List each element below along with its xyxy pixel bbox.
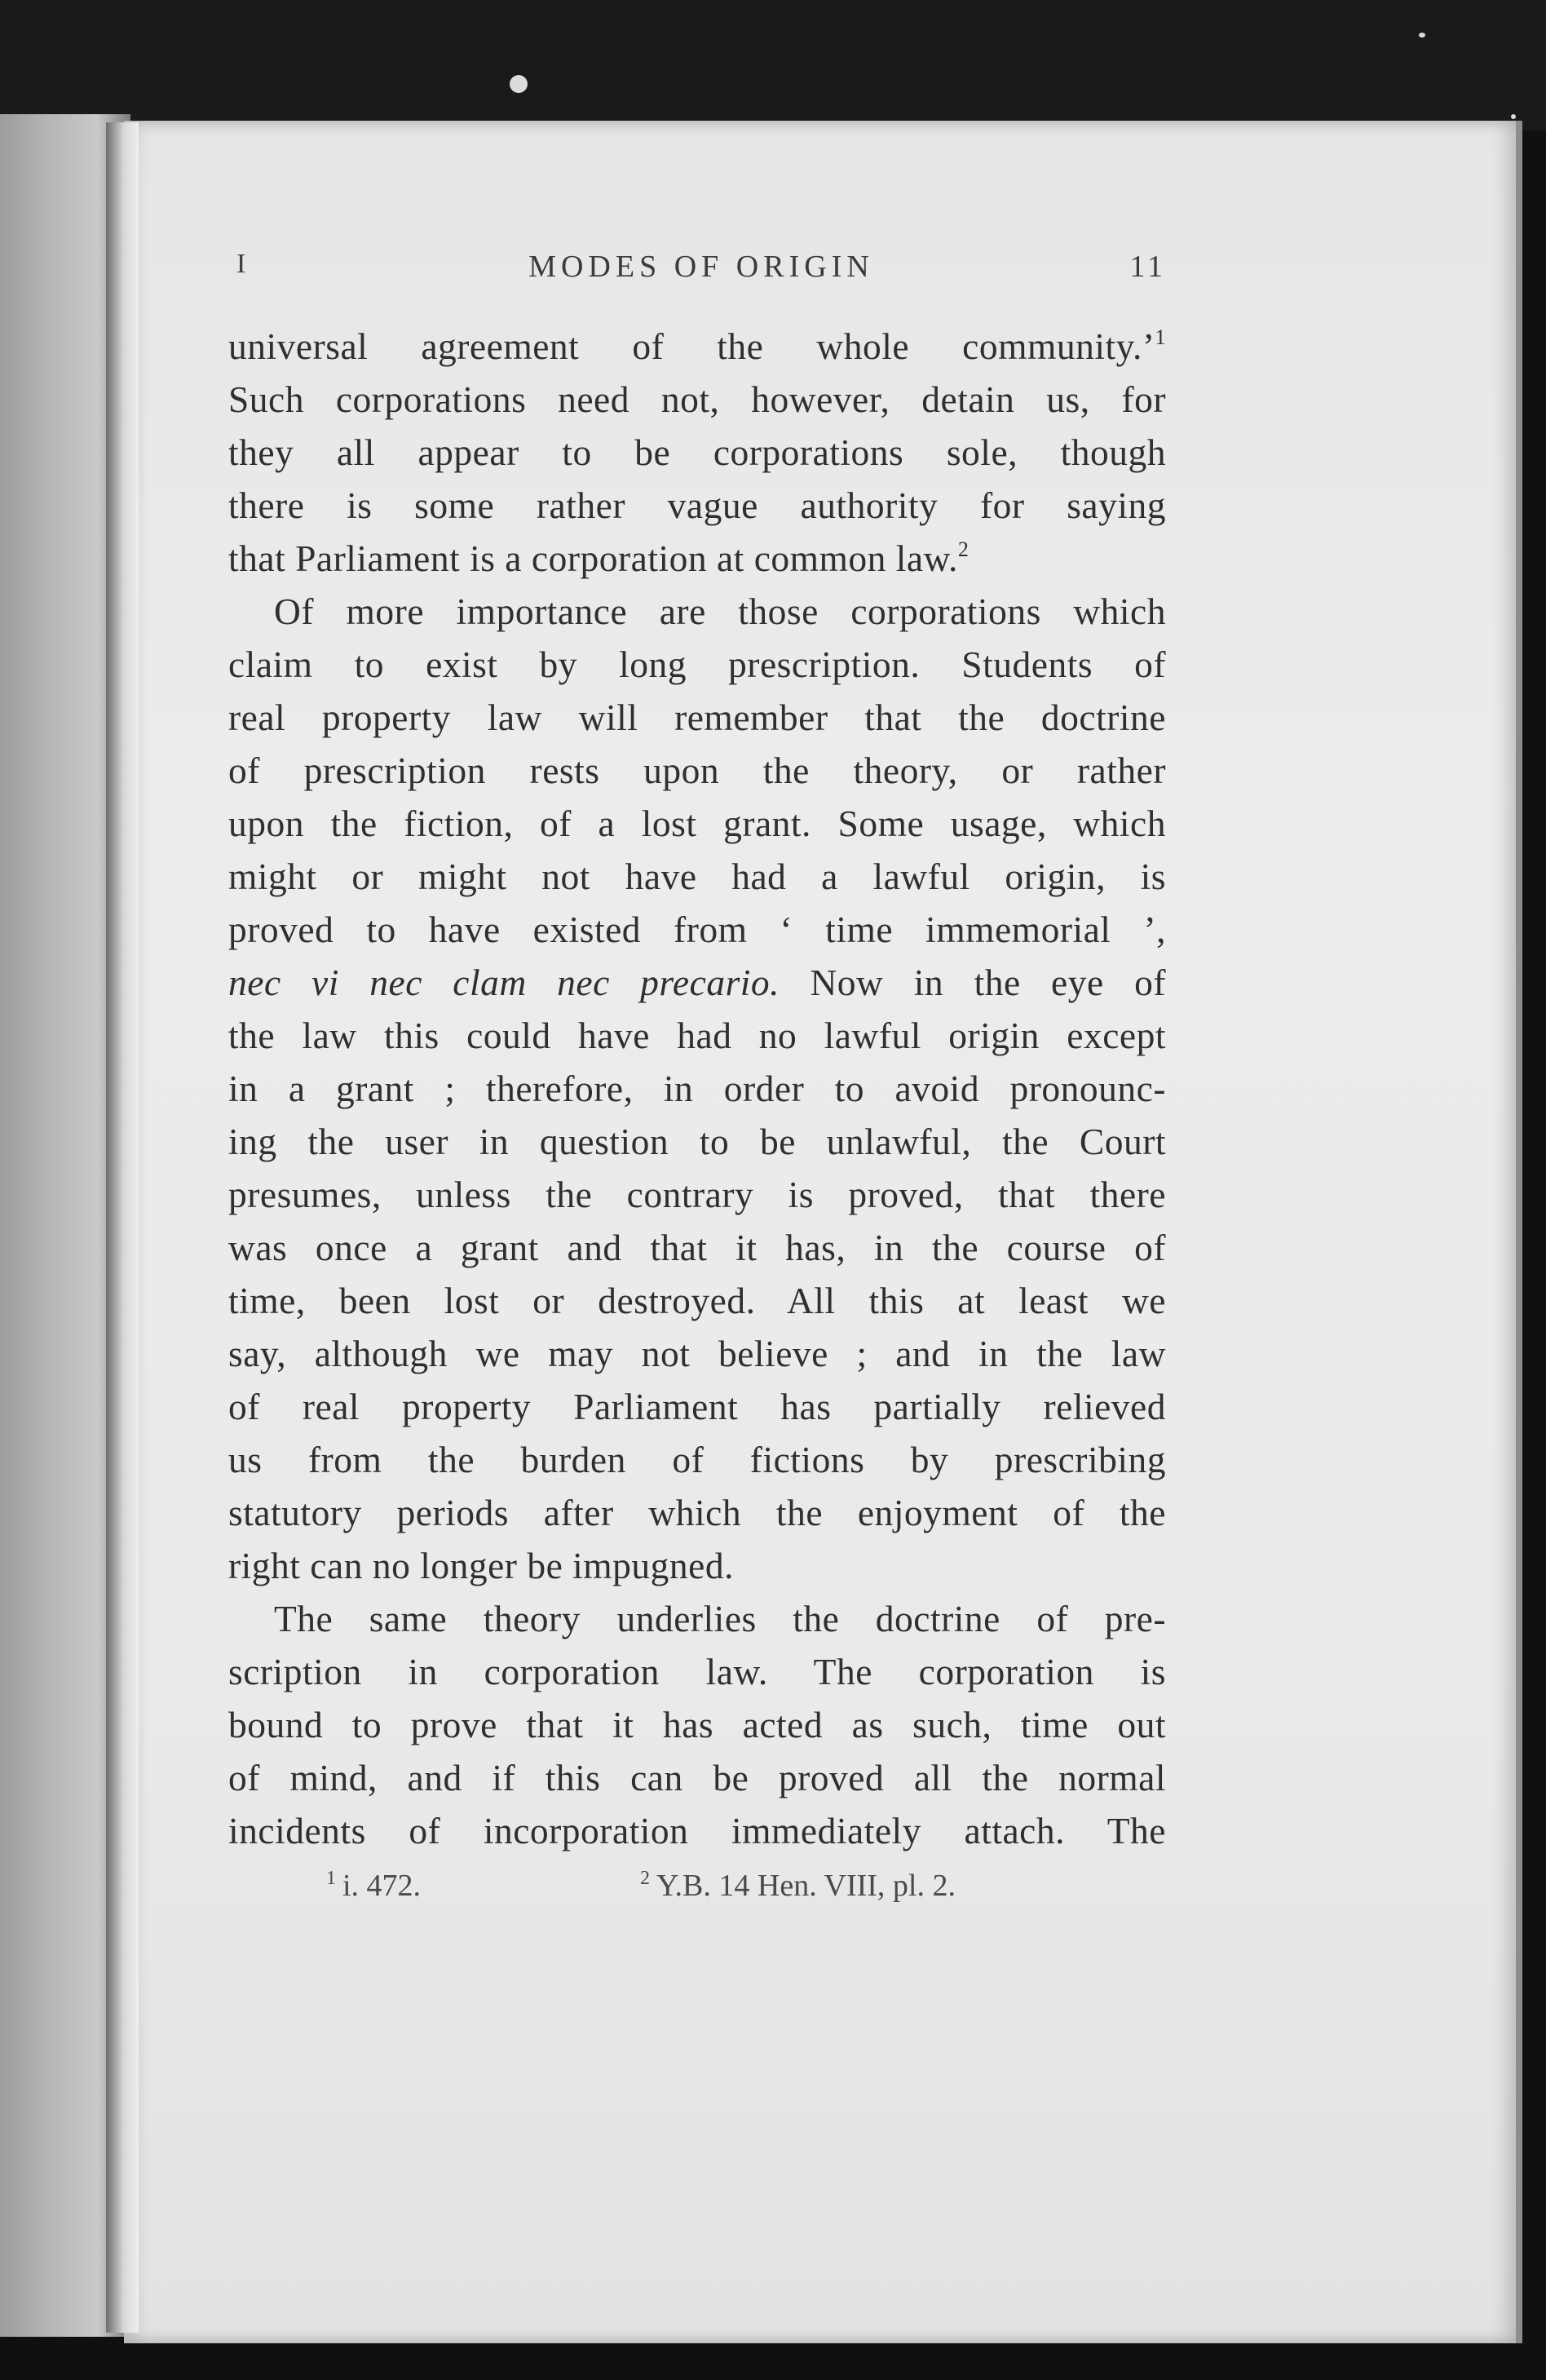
text-line — [228, 956, 1166, 1009]
line-text: scription in corporation law. The corporation is — [228, 1651, 1166, 1692]
text-line — [228, 797, 1166, 850]
running-title: MODES OF ORIGIN — [528, 250, 874, 284]
text-line — [228, 1539, 1166, 1592]
footnote-2-text: Y.B. 14 Hen. VIII, pl. 2. — [656, 1869, 956, 1903]
line-text: the law this could have had no lawful origin except — [228, 1015, 1166, 1056]
page-right-edge — [1516, 121, 1522, 2343]
footnote-1 — [326, 1868, 421, 1904]
text-line — [228, 585, 1166, 638]
line-text: Such corporations need not, however, detain us, for — [228, 378, 1166, 420]
text-line — [228, 320, 1166, 373]
line-text: of real property Parliament has partially relieved — [228, 1386, 1166, 1427]
text-line — [228, 1433, 1166, 1486]
line-text: that Parliament is a corporation at common law. — [228, 537, 958, 579]
text-line — [228, 1327, 1166, 1380]
footnote-reference: 2 — [957, 537, 970, 561]
text-line — [228, 1009, 1166, 1062]
text-line — [228, 1804, 1166, 1857]
line-text: proved to have existed from ‘ time immemorial ’, — [228, 909, 1166, 950]
dust-speck — [510, 75, 528, 93]
line-text: incidents of incorporation immediately attach. The — [228, 1810, 1166, 1851]
chapter-number: I — [236, 249, 246, 279]
line-text: time, been lost or destroyed. All this at least we — [228, 1280, 1166, 1321]
line-text: ing the user in question to be unlawful, the Court — [228, 1121, 1166, 1162]
text-line — [228, 638, 1166, 691]
line-text: of mind, and if this can be proved all the normal — [228, 1757, 1166, 1798]
dust-speck — [1419, 33, 1425, 38]
line-text: bound to prove that it has acted as such, time out — [228, 1704, 1166, 1745]
scanner-background — [0, 0, 1546, 131]
body-text — [228, 320, 1166, 1857]
text-line — [228, 1221, 1166, 1274]
text-line — [228, 1751, 1166, 1804]
line-text: statutory periods after which the enjoyment of the — [228, 1492, 1166, 1533]
running-head — [236, 249, 1166, 298]
text-line — [228, 850, 1166, 903]
line-text: right can no longer be impugned. — [228, 1545, 734, 1586]
italic-phrase: nec vi nec clam nec precario. — [228, 962, 780, 1003]
footnote-2 — [640, 1868, 956, 1904]
text-line — [228, 479, 1166, 532]
line-text: say, although we may not believe ; and in the law — [228, 1333, 1166, 1374]
text-line — [228, 1115, 1166, 1168]
book-gutter — [106, 122, 139, 2333]
dust-speck — [1511, 114, 1516, 119]
text-line — [228, 1698, 1166, 1751]
line-text: there is some rather vague authority for saying — [228, 484, 1166, 526]
line-text: in a grant ; therefore, in order to avoid pronounc- — [228, 1068, 1166, 1109]
text-line — [228, 1168, 1166, 1221]
line-text: The same theory underlies the doctrine of pre- — [274, 1598, 1166, 1639]
line-text: presumes, unless the contrary is proved, that there — [228, 1174, 1166, 1215]
text-line — [228, 1486, 1166, 1539]
line-text: upon the fiction, of a lost grant. Some usage, which — [228, 803, 1166, 844]
line-text: was once a grant and that it has, in the course of — [228, 1227, 1166, 1268]
text-line — [228, 691, 1166, 744]
text-line — [228, 1380, 1166, 1433]
text-line — [228, 1592, 1166, 1645]
text-line — [228, 1645, 1166, 1698]
footnote-1-mark: 1 — [326, 1868, 336, 1889]
text-line — [228, 744, 1166, 797]
line-text: universal agreement of the whole community.’ — [228, 325, 1155, 367]
page-number: 11 — [1129, 250, 1166, 284]
text-line — [228, 1062, 1166, 1115]
line-text: might or might not have had a lawful origin, is — [228, 856, 1166, 897]
footnote-reference: 1 — [1155, 325, 1166, 349]
text-line — [228, 903, 1166, 956]
footnote-2-mark: 2 — [640, 1868, 650, 1889]
line-text: of prescription rests upon the theory, or rather — [228, 750, 1166, 791]
line-text: us from the burden of fictions by prescribing — [228, 1439, 1166, 1480]
text-line — [228, 1274, 1166, 1327]
line-text: Of more importance are those corporations which — [274, 591, 1166, 632]
footnotes — [326, 1868, 1060, 1909]
line-text: Now in the eye of — [780, 962, 1166, 1003]
text-line — [228, 426, 1166, 479]
line-text: real property law will remember that the doctrine — [228, 697, 1166, 738]
text-line — [228, 373, 1166, 426]
line-text: claim to exist by long prescription. Students of — [228, 644, 1166, 685]
line-text: they all appear to be corporations sole, though — [228, 431, 1166, 473]
footnote-1-text: i. 472. — [342, 1869, 422, 1903]
text-line — [228, 532, 1166, 585]
